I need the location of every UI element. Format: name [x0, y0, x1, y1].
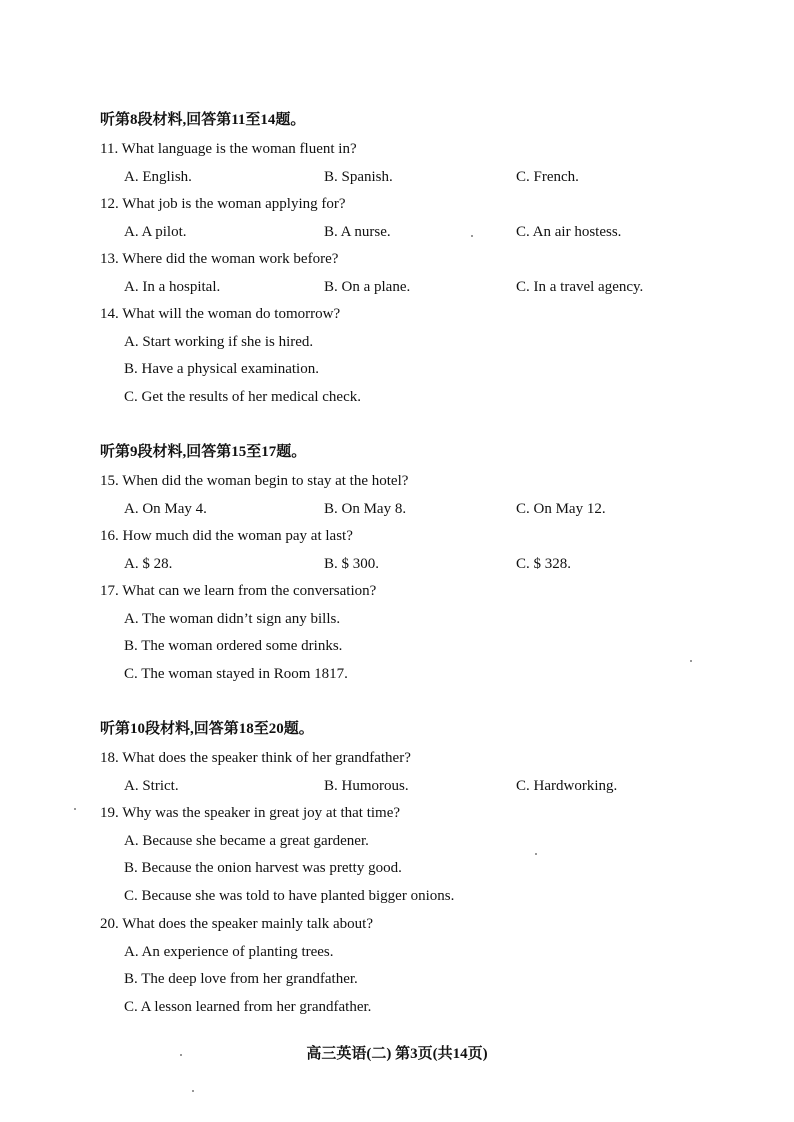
option-b: B. On a plane. — [324, 279, 411, 295]
option-b: B. Humorous. — [324, 778, 409, 794]
option-b: B. The deep love from her grandfather. — [124, 971, 358, 987]
option-row — [124, 776, 724, 796]
question-stem: 11. What language is the woman fluent in? — [100, 141, 357, 157]
question-stem: 14. What will the woman do tomorrow? — [100, 306, 341, 322]
scan-speck — [535, 853, 537, 855]
option-c: C. An air hostess. — [516, 224, 622, 240]
option-row — [124, 222, 724, 242]
option-c: C. French. — [516, 169, 579, 185]
page-footer: 高三英语(二) 第3页(共14页) — [306, 1046, 488, 1062]
option-a: A. A pilot. — [124, 224, 187, 240]
option-c: C. A lesson learned from her grandfather. — [124, 999, 372, 1015]
option-a: A. Start working if she is hired. — [124, 334, 314, 350]
option-a: A. In a hospital. — [124, 279, 221, 295]
section-heading: 听第8段材料,回答第11至14题。 — [100, 112, 306, 128]
question-stem: 19. Why was the speaker in great joy at that time? — [100, 805, 401, 821]
option-a: A. The woman didn’t sign any bills. — [124, 611, 341, 627]
question-stem: 18. What does the speaker think of her grandfather? — [100, 750, 411, 766]
option-b: B. A nurse. — [324, 224, 391, 240]
scan-speck — [471, 235, 473, 237]
section-heading: 听第10段材料,回答第18至20题。 — [100, 721, 314, 737]
question-stem: 20. What does the speaker mainly talk about? — [100, 916, 373, 932]
question-stem: 16. How much did the woman pay at last? — [100, 528, 353, 544]
scan-speck — [192, 1090, 194, 1092]
option-a: A. An experience of planting trees. — [124, 944, 334, 960]
option-row — [124, 499, 724, 519]
scan-speck — [690, 660, 692, 662]
option-b: B. Spanish. — [324, 169, 393, 185]
option-c: C. Hardworking. — [516, 778, 618, 794]
option-c: C. On May 12. — [516, 501, 606, 517]
option-a: A. Because she became a great gardener. — [124, 833, 369, 849]
option-row — [124, 554, 724, 574]
section-heading: 听第9段材料,回答第15至17题。 — [100, 444, 307, 460]
option-b: B. Because the onion harvest was pretty good. — [124, 860, 402, 876]
option-row — [124, 277, 724, 297]
option-c: C. In a travel agency. — [516, 279, 644, 295]
option-c: C. Get the results of her medical check. — [124, 389, 361, 405]
scan-speck — [180, 1054, 182, 1056]
option-a: A. Strict. — [124, 778, 179, 794]
option-a: A. On May 4. — [124, 501, 207, 517]
option-b: B. Have a physical examination. — [124, 361, 319, 377]
option-b: B. $ 300. — [324, 556, 380, 572]
option-c: C. $ 328. — [516, 556, 572, 572]
option-a: A. $ 28. — [124, 556, 173, 572]
question-stem: 12. What job is the woman applying for? — [100, 196, 346, 212]
question-stem: 17. What can we learn from the conversation? — [100, 583, 377, 599]
option-row — [124, 167, 724, 187]
option-c: C. Because she was told to have planted bigger onions. — [124, 888, 455, 904]
question-stem: 15. When did the woman begin to stay at the hotel? — [100, 473, 409, 489]
option-c: C. The woman stayed in Room 1817. — [124, 666, 348, 682]
question-stem: 13. Where did the woman work before? — [100, 251, 339, 267]
option-b: B. On May 8. — [324, 501, 407, 517]
option-a: A. English. — [124, 169, 192, 185]
scan-speck — [74, 808, 76, 810]
option-b: B. The woman ordered some drinks. — [124, 638, 343, 654]
